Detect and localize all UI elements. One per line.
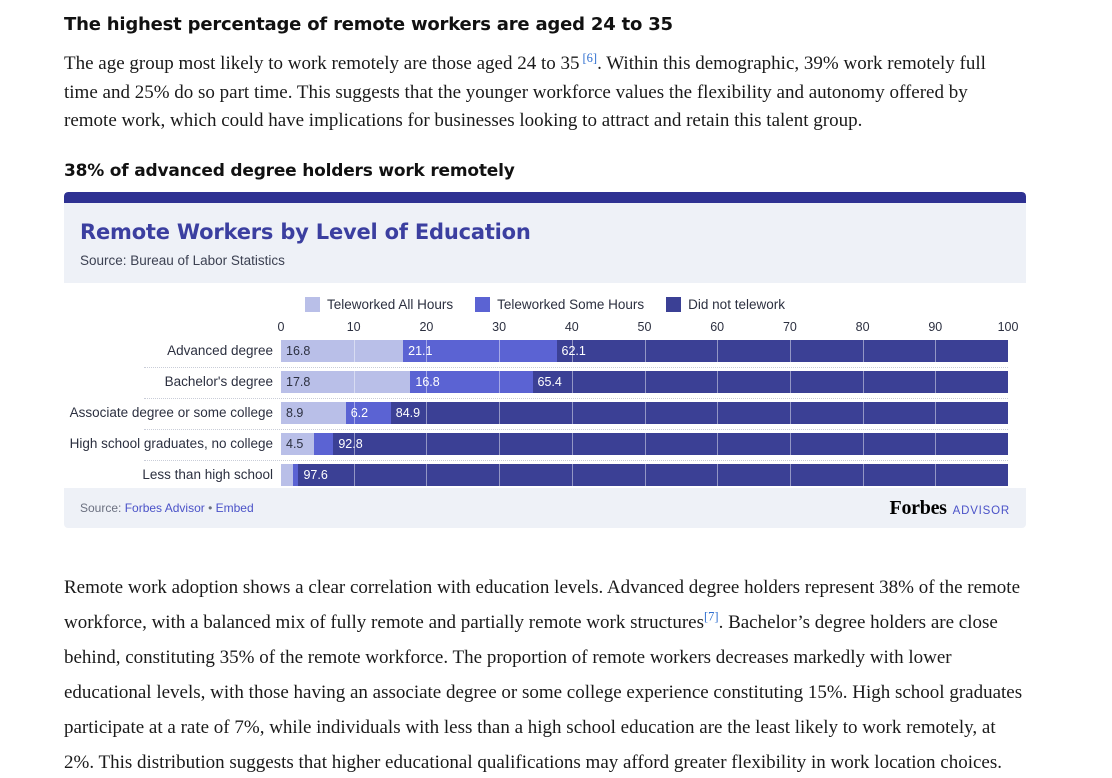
axis-tick-label: 100 — [997, 320, 1019, 334]
grid-line — [790, 371, 791, 393]
grid-line — [645, 464, 646, 486]
grid-line — [426, 371, 427, 393]
grid-line — [717, 464, 718, 486]
grid-line — [717, 402, 718, 424]
legend-swatch-icon — [305, 297, 320, 312]
chart-legend — [64, 283, 1026, 312]
bar-track — [281, 464, 1008, 486]
grid-line — [572, 340, 573, 362]
bar-value-label: 21.1 — [408, 344, 433, 358]
chart-card — [64, 192, 1026, 528]
legend-label: Teleworked Some Hours — [497, 297, 645, 312]
paragraph-analysis-text-b: . Bachelor’s degree holders are close behind, constituting 35% of the remote workforce. The proportion of remote workers decreases markedly with lower educational levels, with those having an associate degree or some college experience constituting 15%. High school graduates participate at a rate of 7%, while individuals with less than a high school education are the least likely to work remotely, at 2%. This distribution suggests that higher educational qualifications may afford greater flexibility in work location choices. — [64, 612, 1023, 773]
chart-bar-row[interactable] — [64, 464, 1026, 495]
legend-label: Teleworked All Hours — [327, 297, 454, 312]
chart-bars — [64, 340, 1026, 495]
paragraph-intro — [64, 50, 1024, 136]
bar-value-label: 16.8 — [415, 375, 440, 389]
bar-segment[interactable] — [281, 464, 293, 486]
axis-tick-label: 10 — [346, 320, 361, 334]
bar-value-label: 92.8 — [338, 437, 363, 451]
grid-line — [572, 433, 573, 455]
legend-label: Did not telework — [688, 297, 785, 312]
forbes-advisor-logo — [890, 497, 1010, 520]
grid-line — [645, 433, 646, 455]
logo-forbes-wordmark: Forbes — [889, 496, 947, 519]
legend-item[interactable] — [475, 297, 644, 312]
bar-segment[interactable] — [333, 433, 1008, 455]
row-divider — [144, 429, 1008, 430]
grid-line — [499, 433, 500, 455]
bar-segment[interactable] — [281, 371, 410, 393]
footer-bullet: • — [204, 501, 216, 515]
grid-line — [354, 402, 355, 424]
grid-line — [499, 371, 500, 393]
grid-line — [790, 402, 791, 424]
axis-tick-label: 40 — [564, 320, 579, 334]
page-title: The highest percentage of remote workers are aged 24 to 35 — [64, 14, 673, 35]
bar-segment[interactable] — [410, 371, 532, 393]
grid-line — [499, 464, 500, 486]
grid-line — [717, 340, 718, 362]
bar-segment[interactable] — [557, 340, 1008, 362]
row-divider — [144, 367, 1008, 368]
axis-tick-label: 60 — [710, 320, 725, 334]
bar-value-label: 62.1 — [561, 344, 586, 358]
footer-link-forbes-advisor[interactable]: Forbes Advisor — [124, 501, 205, 515]
legend-item[interactable] — [305, 297, 453, 312]
paragraph-analysis-text-a: Remote work adoption shows a clear correlation with education levels. Advanced degree holders represent 38% of the remote workforce, with a balanced mix of fully remote and partially remote work structures — [64, 577, 1021, 633]
grid-line — [935, 371, 936, 393]
legend-swatch-icon — [666, 297, 681, 312]
bar-segment[interactable] — [346, 402, 391, 424]
grid-line — [645, 402, 646, 424]
article-body — [64, 0, 1024, 184]
paragraph-analysis — [64, 570, 1024, 778]
grid-line — [354, 371, 355, 393]
grid-line — [426, 433, 427, 455]
bar-value-label: 16.8 — [286, 344, 311, 358]
axis-tick-label: 50 — [637, 320, 652, 334]
row-divider — [144, 398, 1008, 399]
bar-value-label: 84.9 — [395, 406, 421, 420]
chart-x-axis — [64, 320, 1026, 338]
bar-segment[interactable] — [281, 433, 314, 455]
axis-tick-label: 90 — [928, 320, 943, 334]
grid-line — [863, 464, 864, 486]
category-label: Bachelor's degree — [164, 374, 273, 389]
grid-line — [935, 464, 936, 486]
grid-line — [426, 402, 427, 424]
grid-line — [645, 371, 646, 393]
bar-track — [281, 371, 1008, 393]
grid-line — [499, 402, 500, 424]
card-header — [64, 203, 1026, 283]
grid-line — [426, 464, 427, 486]
grid-line — [572, 464, 573, 486]
grid-line — [935, 340, 936, 362]
bar-value-label: 8.9 — [286, 406, 304, 420]
category-label: Less than high school — [142, 467, 273, 482]
bar-track — [281, 340, 1008, 362]
card-accent-bar — [64, 192, 1026, 203]
bar-segment[interactable] — [281, 402, 346, 424]
grid-line — [717, 433, 718, 455]
chart-title: Remote Workers by Level of Education — [80, 220, 531, 244]
axis-tick-label: 30 — [492, 320, 507, 334]
subsection-title: 38% of advanced degree holders work remotely — [64, 160, 515, 181]
bar-track — [281, 402, 1008, 424]
bar-value-label: 4.5 — [286, 437, 304, 451]
grid-line — [935, 402, 936, 424]
bar-segment[interactable] — [533, 371, 1008, 393]
bar-segment[interactable] — [298, 464, 1008, 486]
footer-link-embed[interactable]: Embed — [215, 501, 254, 515]
reference-link-7[interactable]: [7] — [703, 609, 719, 624]
grid-line — [717, 371, 718, 393]
grid-line — [863, 433, 864, 455]
grid-line — [572, 371, 573, 393]
grid-line — [499, 340, 500, 362]
grid-line — [863, 340, 864, 362]
grid-line — [790, 433, 791, 455]
chart-plot-area — [64, 283, 1026, 488]
axis-tick-label: 80 — [855, 320, 870, 334]
axis-tick-label: 0 — [277, 320, 285, 334]
bar-segment[interactable] — [391, 402, 1008, 424]
logo-advisor-wordmark: ADVISOR — [952, 504, 1010, 517]
grid-line — [935, 433, 936, 455]
grid-line — [426, 340, 427, 362]
bar-segment[interactable] — [281, 340, 403, 362]
grid-line — [790, 340, 791, 362]
grid-line — [354, 433, 355, 455]
row-divider — [144, 460, 1008, 461]
grid-line — [645, 340, 646, 362]
axis-tick-label: 20 — [419, 320, 434, 334]
category-label: Advanced degree — [167, 343, 273, 358]
bar-value-label: 17.8 — [286, 375, 311, 389]
grid-line — [354, 464, 355, 486]
grid-line — [354, 340, 355, 362]
axis-tick-label: 70 — [782, 320, 797, 334]
paragraph-intro-text-a: The age group most likely to work remotely are those aged 24 to 35 — [64, 53, 580, 74]
bar-segment[interactable] — [314, 433, 334, 455]
footer-source-prefix: Source: — [80, 501, 125, 515]
legend-item[interactable] — [666, 297, 785, 312]
legend-swatch-icon — [475, 297, 490, 312]
grid-line — [863, 402, 864, 424]
article-body-lower — [64, 558, 1024, 778]
paragraph-intro-text-b: . Within this demographic, 39% work remotely full time and 25% do so part time. This suggests that the younger workforce values the flexibility and autonomy offered by remote work, which could have implications for businesses looking to attract and retain this talent group. — [64, 53, 986, 131]
category-label: High school graduates, no college — [69, 436, 273, 451]
footer-source — [80, 501, 254, 515]
bar-value-label: 65.4 — [537, 375, 562, 389]
bar-value-label: 97.6 — [303, 468, 328, 482]
grid-line — [572, 402, 573, 424]
grid-line — [863, 371, 864, 393]
bar-value-label: 6.2 — [350, 406, 369, 420]
reference-link-6[interactable]: [6] — [582, 50, 598, 65]
bar-track — [281, 433, 1008, 455]
chart-source-note: Source: Bureau of Labor Statistics — [80, 253, 285, 268]
grid-line — [790, 464, 791, 486]
category-label: Associate degree or some college — [69, 405, 273, 420]
